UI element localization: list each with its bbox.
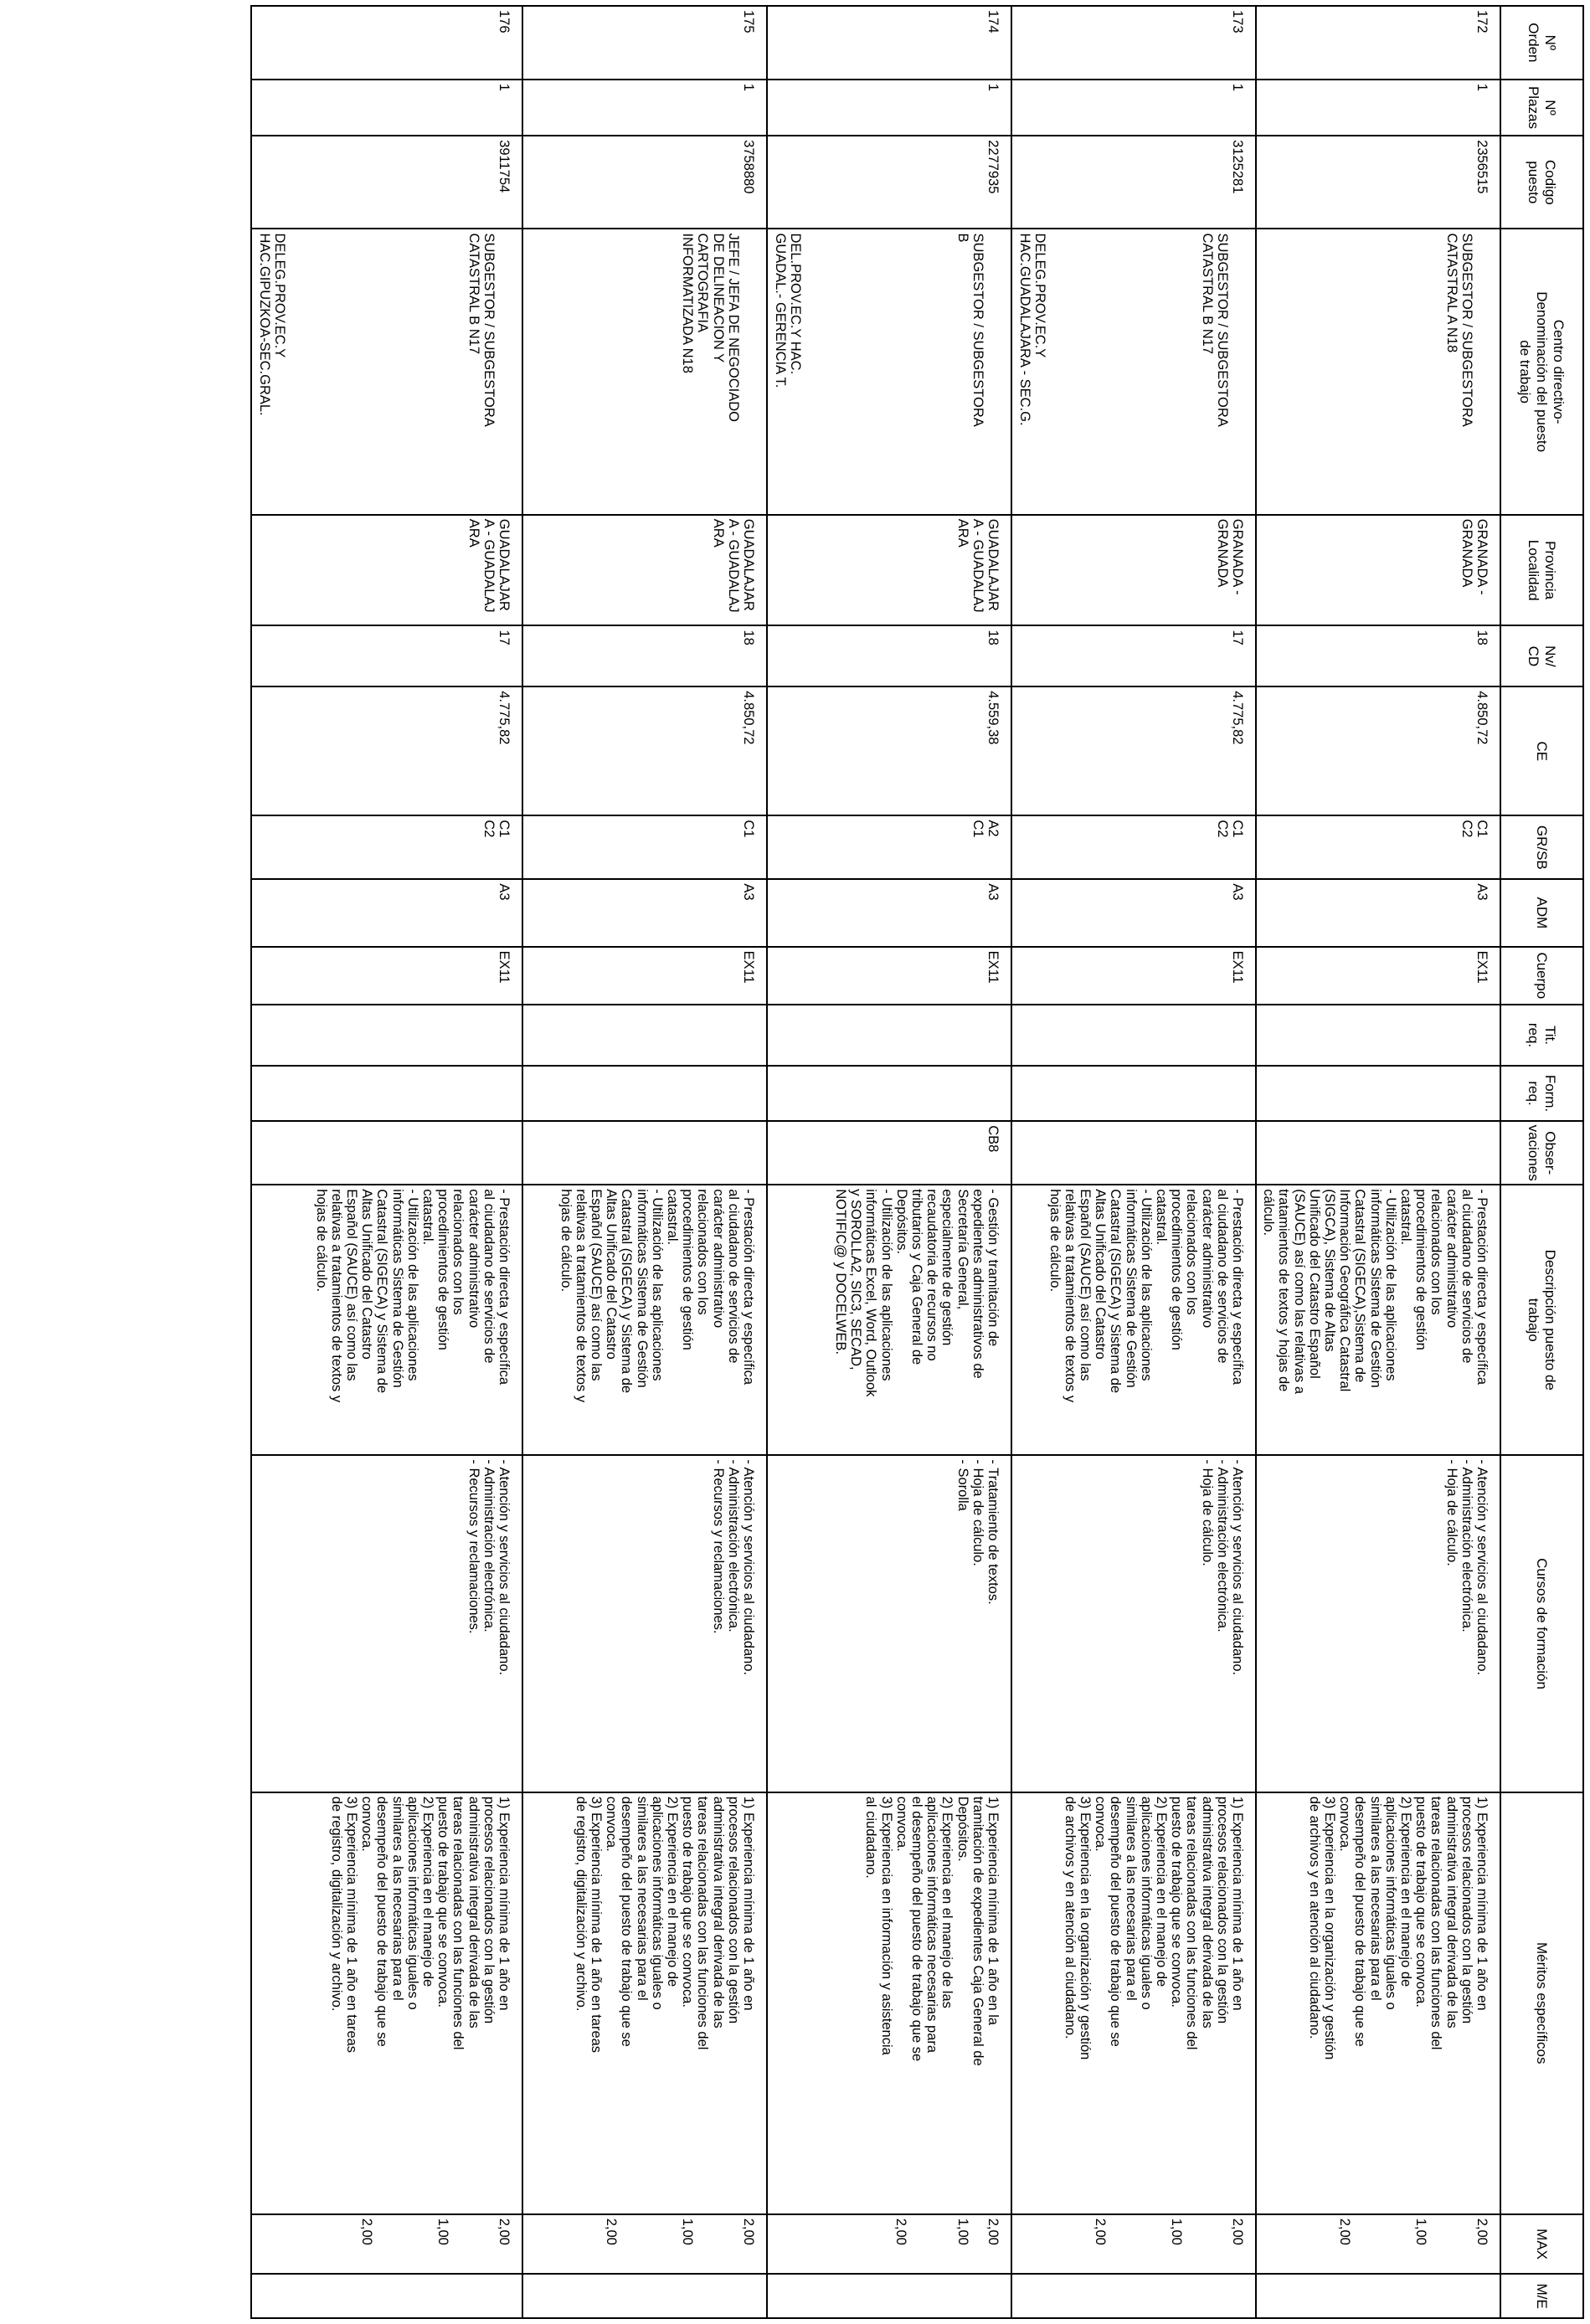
cell-titulacion bbox=[1011, 1005, 1256, 1066]
max-value-1: 2,00 bbox=[1230, 2218, 1245, 2245]
cell-provincia: GRANADA - GRANADA bbox=[1256, 515, 1500, 626]
cell-centro bbox=[522, 229, 767, 514]
cell-cuerpo: EX11 bbox=[1256, 947, 1500, 1005]
cell-grupo: A2 C1 bbox=[767, 815, 1011, 879]
cell-orden: 173 bbox=[1011, 6, 1256, 80]
centro-denominacion: JEFE / JEFA DE NEGOCIADO DE DELINEACION Y CARTOGRAFIA INFORMATIZADA N18 bbox=[680, 233, 741, 422]
cell-meritos: 1) Experiencia mínima de 1 año en procesos relacionados con la gestión administrativa integral derivada de las tareas relacionadas con las funciones del puesto de trabajo que se convoca. 2) Experiencia en el manejo de aplicaciones informáticas iguales o similares a las necesarias para el desempeño del puesto de trabajo que se convoca. 3) Experiencia mínima de 1 año en tareas de registro, digitalización y archivo. bbox=[251, 1792, 522, 2214]
cell-orden: 174 bbox=[767, 6, 1011, 80]
cell-cursos: - Atención y servicios al ciudadano. - Administración electrónica. - Hoja de cálculo. bbox=[1256, 1455, 1500, 1792]
cell-nivel: 17 bbox=[251, 625, 522, 686]
cell-cuerpo: EX11 bbox=[1011, 947, 1256, 1005]
header-max: MAX bbox=[1500, 2214, 1583, 2275]
max-value-2: 1,00 bbox=[1413, 2218, 1428, 2245]
cell-meritos: 1) Experiencia mínima de 1 año en procesos relacionados con la gestión administrativa integral derivada de las tareas relacionadas con las funciones del puesto de trabajo que se convoca. 2) Experiencia en el manejo de aplicaciones informáticas iguales o similares a las necesarias para el desempeño del puesto de trabajo que se convoca. 3) Experiencia en la organización y gestión de archivos y en atención al ciudadano. bbox=[1011, 1792, 1256, 2214]
cell-grupo: C1 C2 bbox=[1011, 815, 1256, 879]
cell-titulacion bbox=[767, 1005, 1011, 1066]
table-row bbox=[767, 6, 1011, 2318]
cell-orden: 175 bbox=[522, 6, 767, 80]
cell-orden: 176 bbox=[251, 6, 522, 80]
header-adm: ADM bbox=[1500, 879, 1583, 946]
cell-titulacion bbox=[251, 1005, 522, 1066]
cell-provincia: GUADALAJAR A - GUADALAJ ARA bbox=[251, 515, 522, 626]
cell-provincia: GUADALAJAR A - GUADALAJ ARA bbox=[767, 515, 1011, 626]
cell-ce: 4.850,72 bbox=[1256, 686, 1500, 815]
max-value-3: 2,00 bbox=[1093, 2218, 1108, 2245]
cell-formacion bbox=[767, 1066, 1011, 1121]
cell-cuerpo: EX11 bbox=[767, 947, 1011, 1005]
cell-descripcion: - Prestación directa y específica al ciudadano de servicios de carácter administrativo relacionados con los procedimientos de gestión catastral. - Utilización de las aplicaciones informáticas Sistema de Gestión Catastral (SIGECA) y Sistema de Altas Unificado del Catastro Español (SAUCE) así como las relativas a tratamientos de textos y hojas de cálculo. bbox=[522, 1185, 767, 1455]
cell-cuerpo: EX11 bbox=[522, 947, 767, 1005]
cell-formacion bbox=[1011, 1066, 1256, 1121]
cell-formacion bbox=[522, 1066, 767, 1121]
cell-ce: 4.559,38 bbox=[767, 686, 1011, 815]
cell-ce: 4.775,82 bbox=[1011, 686, 1256, 815]
table-row bbox=[1011, 6, 1256, 2318]
cell-nivel: 18 bbox=[1256, 625, 1500, 686]
cell-adm: A3 bbox=[251, 879, 522, 946]
cell-centro bbox=[1256, 229, 1500, 514]
max-value-3: 2,00 bbox=[893, 2218, 908, 2245]
header-centro: Centro directivo- Denominación del puesto de trabajo bbox=[1500, 229, 1583, 514]
max-value-3: 2,00 bbox=[1337, 2218, 1352, 2245]
cell-codigo: 3758880 bbox=[522, 136, 767, 229]
header-cuerpo: Cuerpo bbox=[1500, 947, 1583, 1005]
header-orden: Nº Orden bbox=[1500, 6, 1583, 80]
max-value-2: 1,00 bbox=[1169, 2218, 1184, 2245]
cell-provincia: GRANADA - GRANADA bbox=[1011, 515, 1256, 626]
cell-codigo: 2277935 bbox=[767, 136, 1011, 229]
cell-me bbox=[251, 2274, 522, 2318]
header-observaciones: Obser- vaciones bbox=[1500, 1121, 1583, 1185]
cell-observaciones bbox=[251, 1121, 522, 1185]
cell-nivel: 18 bbox=[522, 625, 767, 686]
centro-delegacion: DEL.PROV.EC.Y HAC. GUADAL.- GERENCIA T. bbox=[773, 233, 804, 388]
header-cursos: Cursos de formación bbox=[1500, 1455, 1583, 1792]
cell-nivel: 17 bbox=[1011, 625, 1256, 686]
cell-nivel: 18 bbox=[767, 625, 1011, 686]
max-value-1: 2,00 bbox=[985, 2218, 1001, 2245]
cell-centro bbox=[767, 229, 1011, 514]
cell-max bbox=[251, 2214, 522, 2275]
table-row bbox=[1256, 6, 1500, 2318]
table-row bbox=[251, 6, 522, 2318]
header-me: M/E bbox=[1500, 2274, 1583, 2318]
cell-me bbox=[1256, 2274, 1500, 2318]
max-value-2: 1,00 bbox=[435, 2218, 450, 2245]
cell-formacion bbox=[251, 1066, 522, 1121]
cell-formacion bbox=[1256, 1066, 1500, 1121]
cell-plazas: 1 bbox=[767, 80, 1011, 136]
cell-codigo: 2356515 bbox=[1256, 136, 1500, 229]
max-value-3: 2,00 bbox=[359, 2218, 374, 2245]
centro-delegacion: DELEG.PROV.EC.Y HAC.GIPUZKOA-SEC.GRAL. bbox=[257, 233, 288, 416]
max-value-1: 2,00 bbox=[1474, 2218, 1490, 2245]
cell-cursos: - Tratamiento de textos. - Hoja de cálculo. - Sorolla bbox=[767, 1455, 1011, 1792]
cell-observaciones bbox=[522, 1121, 767, 1185]
cell-adm: A3 bbox=[1256, 879, 1500, 946]
cell-grupo: C1 C2 bbox=[251, 815, 522, 879]
header-nivel: Nv/ CD bbox=[1500, 625, 1583, 686]
cell-centro bbox=[1011, 229, 1256, 514]
header-provincia: Provincia Localidad bbox=[1500, 515, 1583, 626]
cell-meritos: 1) Experiencia mínima de 1 año en la tramitación de expedientes Caja General de Depósitos. 2) Experiencia en el manejo de las aplicaciones informáticas necesarias para el desempeño del puesto de trabajo que se convoca. 3) Experiencia en información y asistencia al ciudadano. bbox=[767, 1792, 1011, 2214]
cell-descripcion: - Prestación directa y específica al ciudadano de servicios de carácter administrativo relacionados con los procedimientos de gestión catastral. - Utilización de las aplicaciones informáticas Sistema de Gestión Catastral (SIGECA) y Sistema de Altas Unificado del Catastro Español (SAUCE) así como las relativas a tratamientos de textos y hojas de cálculo. bbox=[251, 1185, 522, 1455]
centro-denominacion: SUBGESTOR / SUBGESTORA CATASTRAL B N17 bbox=[1199, 233, 1230, 427]
max-value-2: 1,00 bbox=[955, 2218, 970, 2245]
cell-me bbox=[767, 2274, 1011, 2318]
centro-denominacion: SUBGESTOR / SUBGESTORA B bbox=[955, 233, 985, 427]
cell-cuerpo: EX11 bbox=[251, 947, 522, 1005]
cell-plazas: 1 bbox=[1011, 80, 1256, 136]
table-header-row bbox=[1500, 6, 1583, 2318]
cell-adm: A3 bbox=[1011, 879, 1256, 946]
header-meritos: Méritos específicos bbox=[1500, 1792, 1583, 2214]
cell-orden: 172 bbox=[1256, 6, 1500, 80]
cell-ce: 4.850,72 bbox=[522, 686, 767, 815]
cell-meritos: 1) Experiencia mínima de 1 año en procesos relacionados con la gestión administrativa integral derivada de las tareas relacionadas con las funciones del puesto de trabajo que se convoca. 2) Experiencia en el manejo de aplicaciones informáticas iguales o similares a las necesarias para el desempeño del puesto de trabajo que se convoca. 3) Experiencia mínima de 1 año en tareas de registro, digitalización y archivo. bbox=[522, 1792, 767, 2214]
cell-ce: 4.775,82 bbox=[251, 686, 522, 815]
header-plazas: Nº Plazas bbox=[1500, 80, 1583, 136]
cell-observaciones bbox=[1256, 1121, 1500, 1185]
cell-meritos: 1) Experiencia mínima de 1 año en procesos relacionados con la gestión administrativa integral derivada de las tareas relacionadas con las funciones del puesto de trabajo que se convoca. 2) Experiencia en el manejo de aplicaciones informáticas iguales o similares a las necesarias para el desempeño del puesto de trabajo que se convoca. 3) Experiencia en la organización y gestión de archivos y en atención al ciudadano. bbox=[1256, 1792, 1500, 2214]
cell-cursos: - Atención y servicios al ciudadano. - Administración electrónica. - Hoja de cálculo. bbox=[1011, 1455, 1256, 1792]
cell-adm: A3 bbox=[767, 879, 1011, 946]
cell-observaciones bbox=[1011, 1121, 1256, 1185]
cell-max bbox=[522, 2214, 767, 2275]
cell-adm: A3 bbox=[522, 879, 767, 946]
header-grupo: GR/SB bbox=[1500, 815, 1583, 879]
cell-max bbox=[1256, 2214, 1500, 2275]
header-titulacion: Tit. req. bbox=[1500, 1005, 1583, 1066]
cell-titulacion bbox=[1256, 1005, 1500, 1066]
header-ce: CE bbox=[1500, 686, 1583, 815]
max-value-1: 2,00 bbox=[497, 2218, 512, 2245]
centro-denominacion: SUBGESTOR / SUBGESTORA CATASTRAL A N18 bbox=[1443, 233, 1474, 427]
cell-codigo: 3125281 bbox=[1011, 136, 1256, 229]
max-value-2: 1,00 bbox=[680, 2218, 695, 2245]
cell-provincia: GUADALAJAR A - GUADALAJ ARA bbox=[522, 515, 767, 626]
cell-cursos: - Atención y servicios al ciudadano. - Administración electrónica. - Recursos y reclamaciones. bbox=[522, 1455, 767, 1792]
cell-codigo: 3911754 bbox=[251, 136, 522, 229]
cell-descripcion: - Prestación directa y específica al ciudadano de servicios de carácter administrativo relacionados con los procedimientos de gestión catastral. - Utilización de las aplicaciones informáticas Sistema de Gestión Catastral (SIGECA) y Sistema de Altas Unificado del Catastro Español (SAUCE) así como las relativas a tratamientos de textos y hojas de cálculo. bbox=[1011, 1185, 1256, 1455]
header-descripcion: Descripción puesto de trabajo bbox=[1500, 1185, 1583, 1455]
cell-grupo: C1 bbox=[522, 815, 767, 879]
cell-plazas: 1 bbox=[251, 80, 522, 136]
header-codigo: Codigo puesto bbox=[1500, 136, 1583, 229]
cell-plazas: 1 bbox=[522, 80, 767, 136]
cell-max bbox=[767, 2214, 1011, 2275]
cell-me bbox=[522, 2274, 767, 2318]
job-listing-table bbox=[250, 5, 1584, 2319]
cell-titulacion bbox=[522, 1005, 767, 1066]
cell-observaciones: CB8 bbox=[767, 1121, 1011, 1185]
cell-descripcion: - Prestación directa y específica al ciudadano de servicios de carácter administrativo relacionados con los procedimientos de gestión catastral. - Utilización de las aplicaciones informáticas Sistema de Gestión Catastral (SIGECA),Sistema de Información Geográfica Catastral (SIGCA), Sistema de Altas Unificado del Catastro Español (SAUCE) así como las relativas a tratamientos de textos y hojas de cálculo. bbox=[1256, 1185, 1500, 1455]
cell-cursos: - Atención y servicios al ciudadano. - Administración electrónica. - Recursos y reclamaciones. bbox=[251, 1455, 522, 1792]
cell-grupo: C1 C2 bbox=[1256, 815, 1500, 879]
centro-denominacion: SUBGESTOR / SUBGESTORA CATASTRAL B N17 bbox=[466, 233, 497, 427]
header-formacion: Form. req. bbox=[1500, 1066, 1583, 1121]
cell-centro bbox=[251, 229, 522, 514]
cell-me bbox=[1011, 2274, 1256, 2318]
centro-delegacion: DELEG.PROV.EC.Y HAC.GUADALAJARA - SEC.G. bbox=[1017, 233, 1048, 426]
cell-descripcion: - Gestión y tramitación de expedientes administrativos de Secretaría General, especialmente de gestión recaudatoria de recursos no tributarios y Caja General de Depósitos. - Utilización de las aplicaciones informáticas Excel, Word, Outlook y SOROLLA2, SIC3, SECAD, NOTIFIC@ y DOCELWEB. bbox=[767, 1185, 1011, 1455]
cell-plazas: 1 bbox=[1256, 80, 1500, 136]
cell-max bbox=[1011, 2214, 1256, 2275]
table-row bbox=[522, 6, 767, 2318]
max-value-3: 2,00 bbox=[604, 2218, 619, 2245]
max-value-1: 2,00 bbox=[741, 2218, 756, 2245]
